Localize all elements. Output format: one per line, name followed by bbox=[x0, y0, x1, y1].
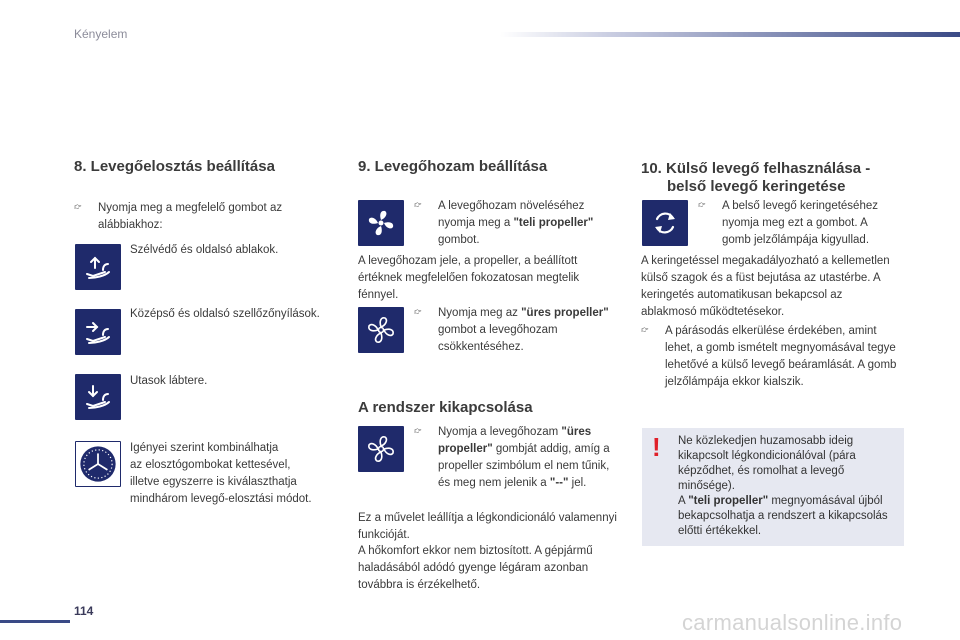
section-9-increase: 👉︎ A levegőhozam növeléséhez nyomja meg a "teli propeller" gombot. bbox=[414, 198, 614, 249]
warning-text: Ne közlekedjen huzamosabb ideig kikapcsolt légkondicionálóval (pára képződhet, és romolhat a levegő minősége). A "teli propeller" megnyomásával újból bekapcsolhatja a rendszert a kikapcsolás előtti értékekkel. bbox=[678, 435, 888, 537]
page-number-bar bbox=[0, 620, 70, 623]
windshield-airflow-icon[interactable] bbox=[75, 244, 121, 290]
bullet-icon: 👉︎ bbox=[698, 199, 706, 210]
shutdown-title: A rendszer kikapcsolása bbox=[358, 399, 533, 416]
section-10-recirc-on: 👉︎ A belső levegő keringetéséhez nyomja meg ezt a gombot. A gomb jelzőlámpája kigyullad. bbox=[698, 198, 898, 249]
distribution-dial-icon[interactable] bbox=[75, 441, 121, 487]
header-gradient-bar bbox=[500, 32, 960, 37]
section-9-paragraph: A levegőhozam jele, a propeller, a beállított értéknek megfelelően fokozatosan megtelik fénnyel. bbox=[358, 255, 580, 301]
item-face-vents-label: Középső és oldalsó szellőzőnyílások. bbox=[130, 308, 320, 320]
shutdown-paragraph-1: Ez a művelet leállítja a légkondicionáló valamennyi funkcióját. bbox=[358, 512, 617, 541]
bullet-icon: 👉︎ bbox=[414, 199, 422, 210]
shutdown-instruction: 👉︎ Nyomja a levegőhozam "üres propeller" gombját addig, amíg a propeller szimbólum el nem tűnik, és meg nem jelenik a "--" jel. bbox=[414, 424, 622, 492]
page-number: 114 bbox=[74, 604, 94, 618]
item-windshield-label: Szélvédő és oldalsó ablakok. bbox=[130, 244, 279, 256]
recirculation-icon[interactable] bbox=[642, 200, 688, 246]
bullet-icon: 👉︎ bbox=[414, 425, 422, 436]
section-8-instruction: 👉︎ Nyomja meg a megfelelő gombot az alábbiakhoz: bbox=[74, 200, 324, 234]
section-9-title: 9. Levegőhozam beállítása bbox=[358, 158, 548, 175]
item-footwell-label: Utasok lábtere. bbox=[130, 375, 208, 387]
item-combination-label: Igényei szerint kombinálhatja az elosztógombokat kettesével, illetve egyszerre is kiválaszthatja mindhárom levegő-elosztási módot. bbox=[130, 442, 312, 505]
shutdown-paragraph-2: A hőkomfort ekkor nem biztosított. A gépjármű haladásából adódó gyenge légáram azonban továbbra is érzékelhető. bbox=[358, 545, 593, 591]
warning-icon: ! bbox=[652, 432, 661, 462]
section-8-title: 8. Levegőelosztás beállítása bbox=[74, 158, 275, 175]
bullet-icon: 👉︎ bbox=[641, 324, 649, 335]
footwell-airflow-icon[interactable] bbox=[75, 374, 121, 420]
chapter-title: Kényelem bbox=[74, 27, 128, 41]
section-10-paragraph: A keringetéssel megakadályozható a kellemetlen külső szagok és a füst bejutása az utastérbe. A keringetés automatikusan bekapcsol az ablakmosó működtetésekor. bbox=[641, 255, 890, 318]
section-10-recirc-off: 👉︎ A párásodás elkerülése érdekében, amint lehet, a gomb ismételt megnyomásával tegye lehetővé a külső levegő beáramlását. A gomb jelzőlámpája ekkor kialszik. bbox=[641, 323, 906, 391]
watermark: carmanualsonline.info bbox=[682, 610, 903, 635]
bullet-icon: 👉︎ bbox=[414, 306, 422, 317]
bullet-icon: 👉︎ bbox=[74, 201, 82, 212]
section-10-title: 10. Külső levegő felhasználása - belső levegő keringetése bbox=[641, 160, 871, 195]
section-9-decrease: 👉︎ Nyomja meg az "üres propeller" gombot a levegőhozam csökkentéséhez. bbox=[414, 305, 619, 356]
face-vents-airflow-icon[interactable] bbox=[75, 309, 121, 355]
empty-fan-icon[interactable] bbox=[358, 426, 404, 472]
full-fan-icon[interactable] bbox=[358, 200, 404, 246]
empty-fan-icon[interactable] bbox=[358, 307, 404, 353]
